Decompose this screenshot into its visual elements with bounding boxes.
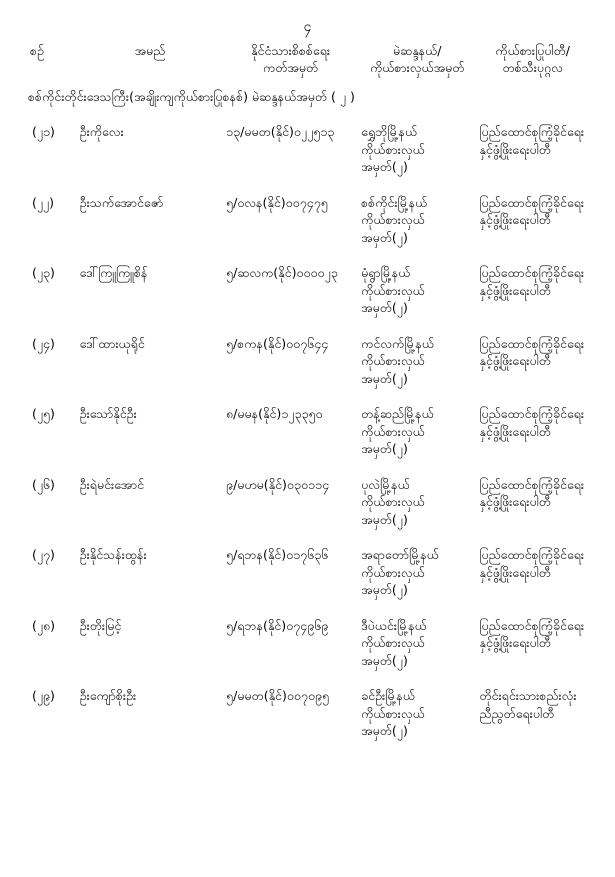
column-header-line: ကတ်အမှတ် [262,60,319,75]
cell-constituency-line: အမှတ်(၂) [361,441,408,456]
cell-nrc-number: ၉/မဟမ(နိုင်)၀၃၀၁၁၄ [226,476,330,492]
table-row [26,537,589,608]
cell-constituency-line: ကင်လက်မြို့နယ် [361,335,435,351]
cell-serial-number: (၂၄) [32,335,55,351]
cell-constituency [358,114,476,185]
section-title-row [26,78,589,114]
table-header-row [26,42,589,78]
cell-party-line: ပြည်ထောင်စုကြံ့ခိုင်ရေး [479,335,585,351]
cell-party [476,255,589,326]
cell-party [476,185,589,256]
cell-party-line: ညီညွတ်ရေးပါတီ [479,705,555,721]
cell-party [476,114,589,185]
cell-constituency-line: ကိုယ်စားလှယ် [361,282,425,298]
cell-constituency-line: ကိုယ်စားလှယ် [361,212,425,227]
cell-party [476,537,589,608]
cell-constituency-line: ပုလဲမြို့နယ် [361,476,410,492]
cell-party-line: နှင့်ဖွံ့ဖြိုးရေးပါတီ [479,212,551,227]
cell-serial-number: (၂၁) [32,124,55,139]
cell-party-line: ပြည်ထောင်စုကြံ့ခိုင်ရေး [479,265,585,280]
cell-nrc-number: ၁၃/မမတ(နိုင်)၀၂၂၅၁၃ [226,124,335,139]
cell-party-line: နှင့်ဖွံ့ဖြိုးရေးပါတီ [479,494,551,509]
cell-constituency [358,396,476,467]
table-row [26,185,589,256]
cell-candidate-name: ဦးတိုးမြင့် [79,617,122,633]
cell-serial-number: (၂၉) [32,688,55,703]
table-body [26,78,589,749]
cell-party-line: ပြည်ထောင်စုကြံ့ခိုင်ရေး [479,124,585,139]
cell-party-line: ပြည်ထောင်စုကြံ့ခိုင်ရေး [479,406,585,421]
cell-constituency [358,537,476,608]
cell-constituency-line: အမှတ်(၂) [361,300,408,315]
cell-party-line: ပြည်ထောင်စုကြံ့ခိုင်ရေး [479,617,585,633]
cell-constituency-line: အမှတ်(၂) [361,652,408,668]
cell-party-line: နှင့်ဖွံ့ဖြိုးရေးပါတီ [479,353,551,368]
column-header-no [26,42,77,78]
cell-constituency-line: မုံရွာမြို့နယ် [361,265,411,280]
cell-constituency [358,255,476,326]
cell-constituency-line: အမှတ်(၂) [361,582,408,597]
column-header-party [476,42,589,78]
cell-nrc-number: ၅/ရဘန(နိုင်)၀၁၇၆၃၆ [226,547,329,562]
cell-serial-number: (၂၂) [32,194,55,210]
cell-nrc-number: ၅/၀လန(နိုင်)၀၀၇၄၇၅ [226,194,328,210]
table-row [26,678,589,749]
cell-constituency-line: စစ်ကိုင်းမြို့နယ် [361,194,428,210]
cell-constituency [358,467,476,538]
column-header-name [77,42,223,78]
table-row [26,396,589,467]
cell-constituency-line: ကိုယ်စားလှယ် [361,564,425,580]
cell-party-line: တိုင်းရင်းသားစည်းလုံး [479,688,577,703]
cell-constituency-line: ကိုယ်စားလှယ် [361,423,425,439]
cell-party-line: နှင့်ဖွံ့ဖြိုးရေးပါတီ [479,423,551,439]
cell-constituency-line: အရာတော်မြို့နယ် [361,547,439,562]
cell-constituency [358,678,476,749]
column-header-line: တစ်သီးပုဂ္ဂလ [502,60,563,75]
cell-candidate-name: ဒေါ်ထားယုရိုင် [79,335,145,351]
cell-serial-number: (၂၅) [32,406,55,421]
table-row [26,114,589,185]
cell-nrc-number: ၅/ရဘန(နိုင်)၀၇၄၉၆၉ [226,617,329,633]
candidate-table [26,42,589,749]
cell-party [476,678,589,749]
cell-constituency-line: အမှတ်(၂) [361,511,408,527]
cell-constituency-line: အမှတ်(၂) [361,159,408,174]
cell-party-line: နှင့်ဖွံ့ဖြိုးရေးပါတီ [479,635,551,650]
column-header-constituency [358,42,476,78]
table-row [26,467,589,538]
cell-nrc-number: ၅/ဆလက(နိုင်)၀၀၀၀၂၃ [226,265,338,280]
column-header-line: ကိုယ်စားပြုပါတီ/ [495,43,570,58]
cell-nrc-number: ၅/မမတ(နိုင်)၀၀၇၀၉၅ [226,688,330,703]
cell-nrc-number: ၅/စကန(နိုင်)၀၀၇၆၄၄ [226,335,329,351]
cell-candidate-name: ဦးရဲမင်းအောင် [79,476,145,492]
cell-candidate-name: ဦးသက်အောင်ဇော် [79,194,164,210]
cell-constituency-line: အမှတ်(၂) [361,723,408,738]
cell-candidate-name: ဦးနိုင်သန်းထွန်း [79,547,147,562]
cell-constituency-line: ကိုယ်စားလှယ် [361,353,425,368]
cell-serial-number: (၂၈) [32,617,56,633]
cell-constituency-line: ကိုယ်စားလှယ် [361,705,425,721]
page-number: ၄ [303,19,312,35]
cell-party [476,396,589,467]
table-header [26,42,589,78]
cell-party-line: ပြည်ထောင်စုကြံ့ခိုင်ရေး [479,547,585,562]
table-row [26,608,589,679]
cell-party-line: ပြည်ထောင်စုကြံ့ခိုင်ရေး [479,476,585,492]
cell-constituency [358,608,476,679]
column-header-line: စဉ် [30,43,44,58]
column-header-line: အမည် [134,43,166,58]
table-row [26,255,589,326]
cell-constituency-line: ကိုယ်စားလှယ် [361,635,425,650]
column-header-line: မဲဆန္ဒနယ်/ [393,43,442,58]
cell-constituency-line: ရွှေဘိုမြို့နယ် [361,124,418,139]
cell-constituency-line: ခင်ဦးမြို့နယ် [361,688,415,703]
cell-constituency-line: ကိုယ်စားလှယ် [361,141,425,157]
column-header-line: နိုင်ငံသားစိစစ်ရေး [251,43,331,58]
cell-nrc-number: ၈/မမန(နိုင်)၁၂၃၃၅၀ [226,406,323,421]
cell-party [476,608,589,679]
section-title: စစ်ကိုင်းတိုင်းဒေသကြီး(အချိုးကျကိုယ်စားပြုစနစ်) မဲဆန္ဒနယ်အမှတ် ( ၂ ) [28,89,355,104]
cell-constituency-line: ကိုယ်စားလှယ် [361,494,425,509]
cell-candidate-name: ဦးသော်နိုင်ဦး [79,406,137,421]
cell-party [476,467,589,538]
cell-constituency-line: ဒီပဲယင်းမြို့နယ် [361,617,427,633]
cell-serial-number: (၂၆) [32,476,55,492]
cell-constituency-line: အမှတ်(၂) [361,370,408,386]
cell-party-line: နှင့်ဖွံ့ဖြိုးရေးပါတီ [479,141,551,157]
cell-serial-number: (၂၇) [32,547,55,562]
cell-candidate-name: ဒေါ်ကြူကြူစိန် [79,265,148,280]
cell-party-line: ပြည်ထောင်စုကြံ့ခိုင်ရေး [479,194,585,210]
cell-party-line: နှင့်ဖွံ့ဖြိုးရေးပါတီ [479,564,551,580]
column-header-nrc [223,42,358,78]
column-header-line: ကိုယ်စားလှယ်အမှတ် [370,60,465,75]
cell-serial-number: (၂၃) [32,265,55,280]
cell-constituency-line: တန့်ဆည်မြို့နယ် [361,406,434,421]
cell-constituency [358,185,476,256]
table-row [26,326,589,397]
cell-candidate-name: ဦးကိုလေး [79,124,124,139]
cell-constituency-line: အမှတ်(၂) [361,229,408,245]
cell-constituency [358,326,476,397]
cell-candidate-name: ဦးကျော်စိုးဦး [79,688,137,703]
cell-party-line: နှင့်ဖွံ့ဖြိုးရေးပါတီ [479,282,551,298]
cell-party [476,326,589,397]
